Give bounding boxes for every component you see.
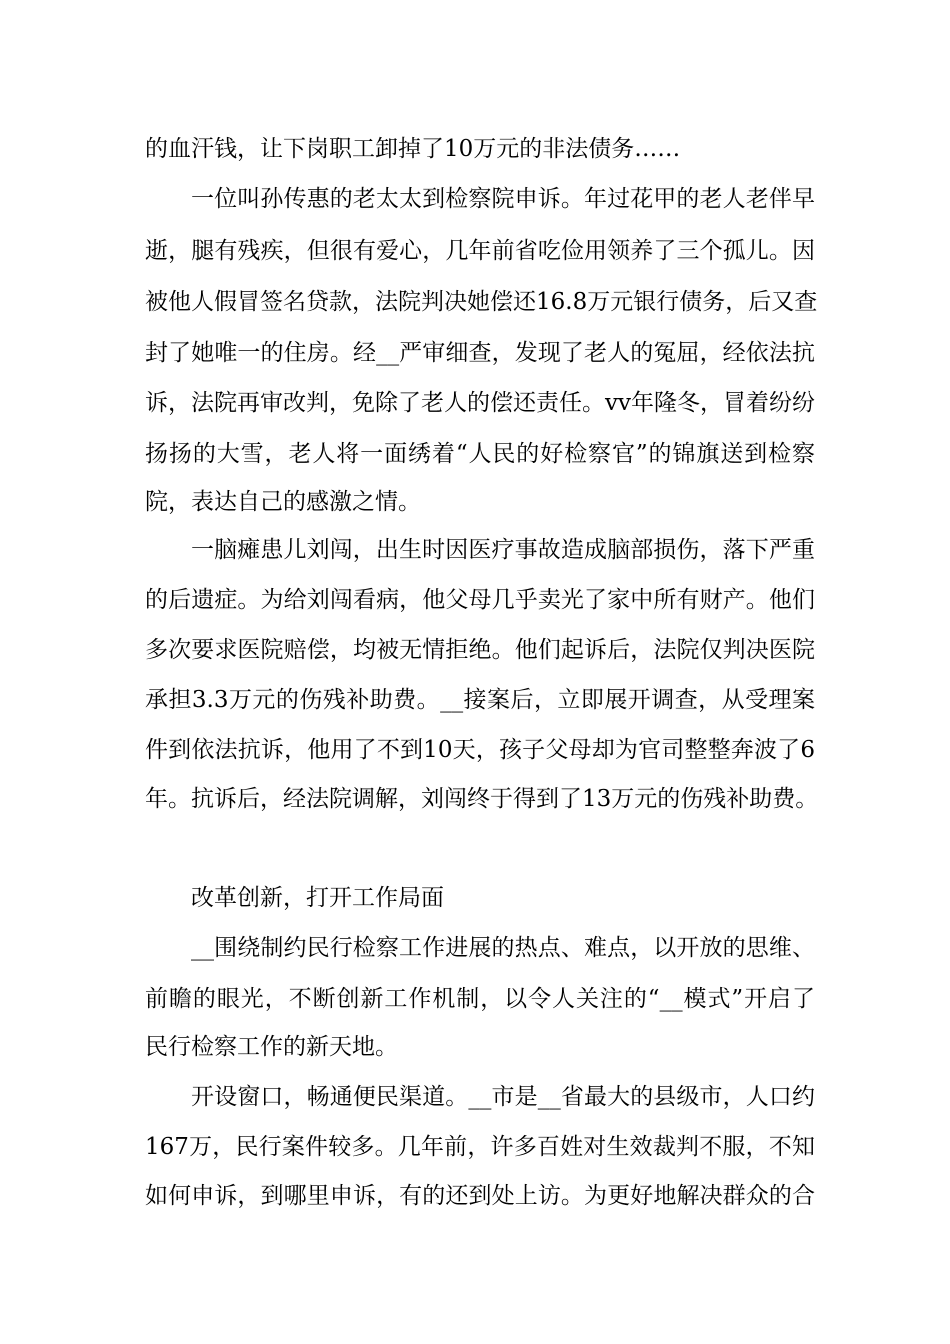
paragraph-5-line-1: 开设窗口，畅通便民渠道。__市是__省最大的县级市，人口约 <box>191 1084 815 1110</box>
paragraph-2-line-6: 扬扬的大雪，老人将一面绣着“人民的好检察官”的锦旗送到检察 <box>145 441 815 467</box>
paragraph-5-line-2: 167万，民行案件较多。几年前，许多百姓对生效裁判不服，不知 <box>145 1134 815 1160</box>
paragraph-3-line-2: 的后遗症。为给刘闯看病，他父母几乎卖光了家中所有财产。他们 <box>145 587 815 613</box>
paragraph-2-line-3: 被他人假冒签名贷款，法院判决她偿还16.8万元银行债务，后又查 <box>145 289 818 315</box>
paragraph-3-line-1: 一脑瘫患儿刘闯，出生时因医疗事故造成脑部损伤，落下严重 <box>191 537 815 563</box>
paragraph-4-line-2: 前瞻的眼光，不断创新工作机制，以令人关注的“__模式”开启了 <box>145 986 815 1012</box>
paragraph-1-line-1: 的血汗钱，让下岗职工卸掉了10万元的非法债务…… <box>145 136 681 162</box>
paragraph-2-line-2: 逝，腿有残疾，但很有爱心，几年前省吃俭用领养了三个孤儿。因 <box>145 238 815 264</box>
paragraph-3-line-3: 多次要求医院赔偿，均被无情拒绝。他们起诉后，法院仅判决医院 <box>145 637 815 663</box>
paragraph-4-line-1: __围绕制约民行检察工作进展的热点、难点，以开放的思维、 <box>191 935 815 961</box>
paragraph-2-line-4: 封了她唯一的住房。经__严审细查，发现了老人的冤屈，经依法抗 <box>145 340 815 366</box>
paragraph-4-line-3: 民行检察工作的新天地。 <box>145 1034 398 1060</box>
paragraph-3-line-4: 承担3.3万元的伤残补助费。__接案后，立即展开调查，从受理案 <box>145 687 815 713</box>
section-heading: 改革创新，打开工作局面 <box>191 885 444 911</box>
paragraph-2-line-1: 一位叫孙传惠的老太太到检察院申诉。年过花甲的老人老伴早 <box>191 186 815 212</box>
paragraph-5-line-3: 如何申诉，到哪里申诉，有的还到处上访。为更好地解决群众的合 <box>145 1183 815 1209</box>
paragraph-3-line-5: 件到依法抗诉，他用了不到10天，孩子父母却为官司整整奔波了6 <box>145 737 815 763</box>
paragraph-3-line-6: 年。抗诉后，经法院调解，刘闯终于得到了13万元的伤残补助费。 <box>145 786 819 812</box>
paragraph-2-line-5: 诉，法院再审改判，免除了老人的偿还责任。vv年隆冬，冒着纷纷 <box>145 390 815 416</box>
paragraph-2-line-7: 院，表达自己的感激之情。 <box>145 489 421 515</box>
